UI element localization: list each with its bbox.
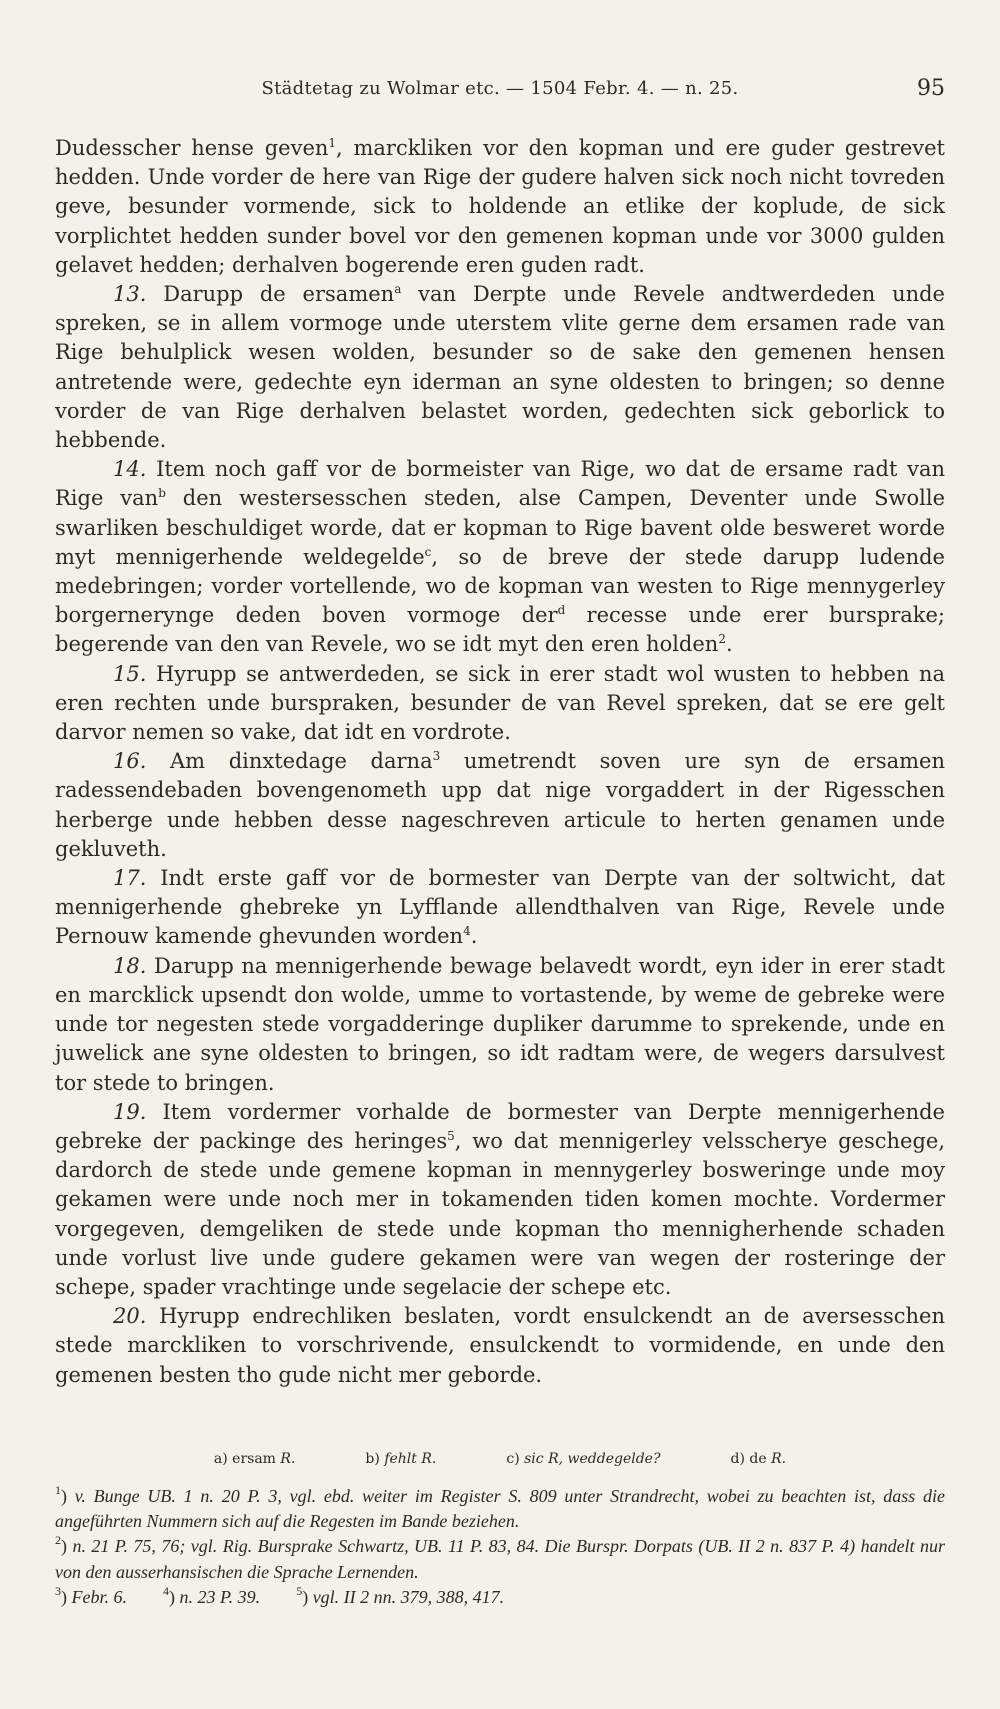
page-header [55,74,945,108]
paragraph-18: 18. Darupp na mennigerhende bewage belavedt wordt, eyn ider in erer stadt en marcklick upsendt don wolde, umme to vortastende, by weme de gebreke were unde tor negesten stede vorgadderinge dupliker darumme to sprekende, unde en juwelick ane syne oldesten to bringen, so idt radtam were, de wegers darsulvest tor stede to bringen. [55,953,945,1095]
footnote-3: $^3$) Febr. 6. [55,1583,127,1607]
footnote-ref-2: 2 [718,632,726,647]
variant-a: a) ersam R. [213,1451,296,1467]
variant-c: c) sic R, weddegelde? [506,1451,661,1467]
footnote-5: $^5$) vgl. II 2 nn. 379, 388, 417. [296,1583,505,1607]
section-number: 14. [113,457,147,482]
footnote-ref-3: 3 [432,749,441,764]
section-number: 19. [113,1099,147,1124]
variant-ref-d: d [557,603,566,618]
variant-d: d) de R. [730,1451,787,1467]
section-number: 15. [113,661,147,686]
paragraph-15: 15. Hyrupp se antwerdeden, se sick in erer stadt wol wusten to hebben na eren rechten unde burspraken, besunder de van Revel spreken, dat se ere gelt darvor nemen so vake, dat idt en vordrote. [55,661,945,745]
footnotes [55,1484,945,1610]
section-number: 13. [113,282,147,307]
variant-ref-a: a [394,282,402,297]
footnotes-short-row [55,1585,945,1610]
paragraph-14: 14. Item noch gaff vor de bormeister van Rige, wo dat de ersame radt van Rige van$^b$ den westersesschen steden, alse Campen, Deventer unde Swolle swarliken beschuldiget worde, dat er kopman to Rige bavent olde besweret worde myt mennigerhende weldegelde$^c$, so de breve der stede darupp ludende medebringen; vorder vortellende, wo de kopman van westen to Rige mennygerley borgernerynge deden boven vormoge der$^d$ recesse unde erer bursprake; begerende van den van Revele, wo se idt myt den eren holden$^2$. [55,457,945,657]
paragraph-17: 17. Indt erste gaff vor de bormester van Derpte van der soltwicht, dat mennigerhende ghebreke yn Lyfflande allendthalven van Rige, Revele unde Pernouw kamende ghevunden worden$^4$. [55,866,945,949]
variant-ref-b: b [158,486,166,501]
footnote-2: $^2$) n. 21 P. 75, 76; vgl. Rig. Bursprake Schwartz, UB. 11 P. 83, 84. Die Burspr. Dorpats (UB. II 2 n. 837 P. 4) handelt nur von den ausserhansischen die Sprache Lernenden. [55,1533,945,1582]
main-text [55,134,945,1390]
page-number: 95 [917,76,945,101]
paragraph-20: 20. Hyrupp endrechliken beslaten, vordt ensulckendt an de aversesschen stede marckliken to vorschrivende, ensulckendt to vormidende, en unde den gemenen besten tho gude nicht mer geborde. [55,1304,945,1387]
paragraph-19: 19. Item vordermer vorhalde de bormester van Derpte mennigerhende gebreke der packinge des heringes$^5$, wo dat mennigerley velsscherye geschege, dardorch de stede unde gemene kopman in mennygerley bosweringe unde moy gekamen were unde noch mer in tokamenden tiden komen mochte. Vordermer vorgegeven, demgeliken de stede unde kopman tho mennigherhende schaden unde vorlust live unde gudere gekamen were van wegen der rosteringe der schepe, spader vrachtinge unde segelacie der schepe etc. [55,1099,945,1299]
paragraph-13: 13. Darupp de ersamen$^a$ van Derpte unde Revele andtwerdeden unde spreken, se in allem vormoge unde uterstem vlite gerne dem ersamen rade van Rige behulplick wesen wolden, besunder so de sake den gemenen hensen antretende were, gedechte eyn iderman an syne oldesten to bringen; so denne vorder de van Rige derhalven belastet worden, gedechten sick geborlick to hebbende. [55,282,945,453]
section-number: 18. [113,953,147,978]
paragraph-16: 16. Am dinxtedage darna$^3$ umetrendt soven ure syn de ersamen radessendebaden bovengenometh upp dat nige vorgaddert in der Rigesschen herberge unde hebben desse nageschreven articule to herten genamen unde gekluveth. [55,749,945,861]
section-number: 16. [113,749,147,774]
variant-ref-c: c [424,544,432,559]
text-variants-apparatus [55,1451,945,1467]
section-number: 20. [113,1304,147,1329]
section-number: 17. [113,866,147,891]
paragraph-12-continued: Dudesscher hense geven$^1$, marckliken vor den kopman und ere guder gestrevet hedden. Unde vorder de here van Rige der gudere halven sick noch nicht tovreden geve, besunder vormende, sick to holdende an etlike der koplude, de sick vorplichtet hedden sunder bovel vor den gemenen kopman unde vor 3000 gulden gelavet hedden; derhalven bogerende eren guden radt. [55,136,945,277]
footnote-ref-4: 4 [463,924,471,939]
running-title: Städtetag zu Wolmar etc. — 1504 Febr. 4. — n. 25. [261,78,739,99]
variant-b: b) fehlt R. [365,1451,437,1467]
footnote-ref-1: 1 [328,136,337,150]
footnote-4: $^4$) n. 23 P. 39. [163,1583,261,1607]
footnote-1: $^1$) v. Bunge UB. 1 n. 20 P. 3, vgl. ebd. weiter im Register S. 809 unter Strandrecht, wobei zu beachten ist, dass die angeführten Nummern sich auf die Regesten im Bande beziehen. [55,1483,946,1532]
footnote-ref-5: 5 [447,1128,455,1143]
